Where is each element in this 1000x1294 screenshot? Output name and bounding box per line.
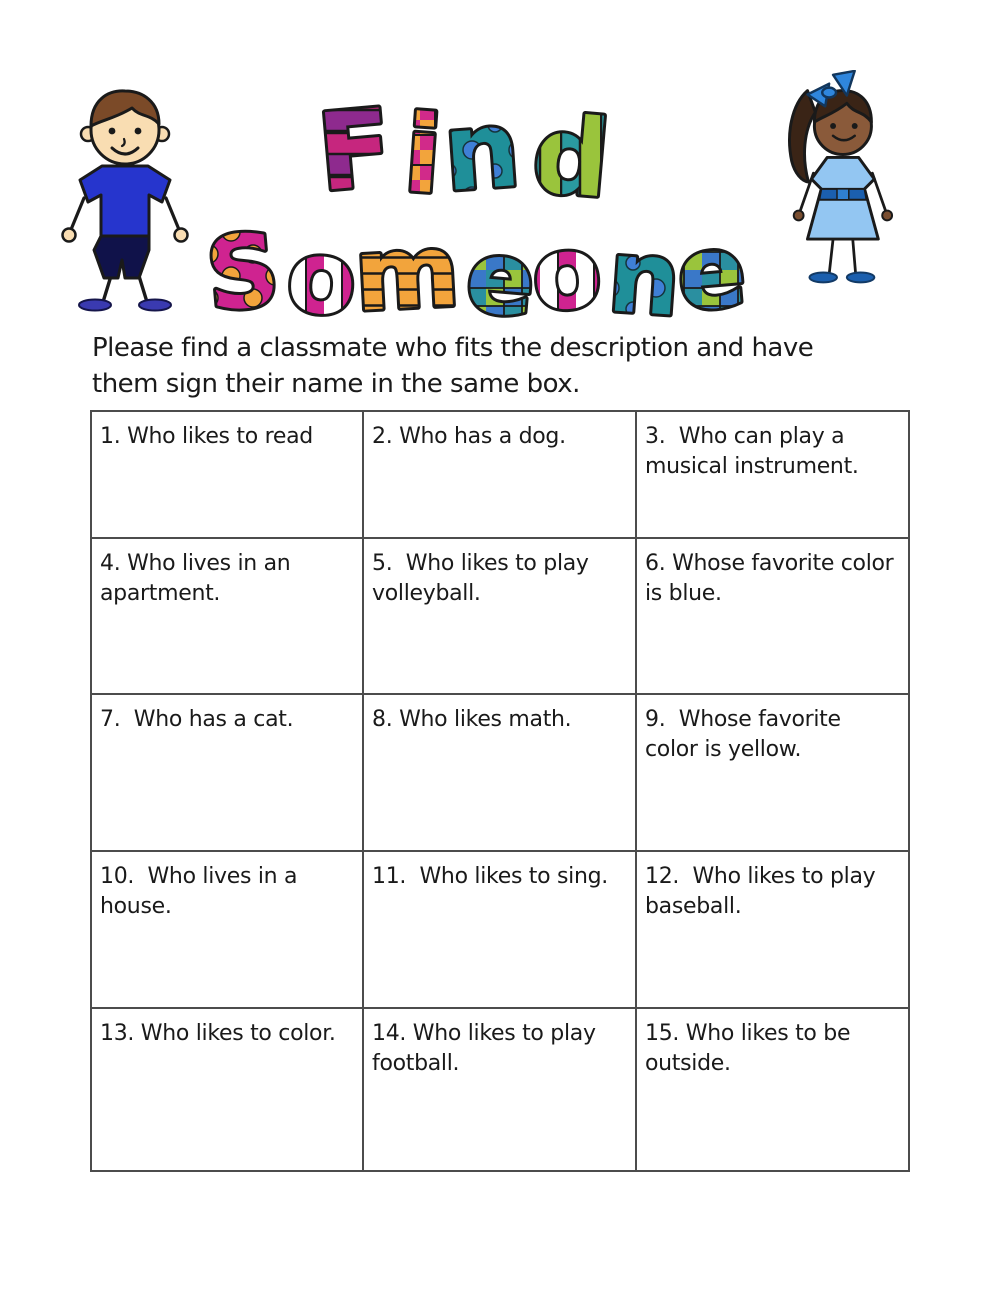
grid-cell[interactable] [636,1008,909,1171]
cell-prompt: 7. Who has a cat. [100,707,294,732]
letter-m: m [351,211,466,324]
letter-o: o [283,217,364,324]
cell-prompt: 6. Whose favorite color is blue. [645,551,901,606]
letter-e: e [461,217,543,324]
grid-cell[interactable] [363,538,636,694]
grid-row [91,694,909,851]
grid-row [91,538,909,694]
letter-F: F [313,85,405,215]
title-someone [202,211,753,324]
title-art [0,0,1000,324]
grid-cell[interactable] [91,851,363,1008]
grid-cell[interactable] [363,411,636,538]
cell-prompt: 10. Who lives in a house. [100,864,304,919]
grid-cell[interactable] [636,851,909,1008]
grid-row [91,411,909,538]
letter-S: S [201,210,287,324]
cell-prompt: 14. Who likes to play football. [372,1021,603,1076]
letter-d: d [528,92,623,223]
grid-cell[interactable] [636,694,909,851]
cell-prompt: 12. Who likes to play baseball. [645,864,883,919]
instructions [92,330,940,402]
grid-cell[interactable] [363,1008,636,1171]
grid-cell[interactable] [363,851,636,1008]
title-find [313,85,622,222]
header [0,0,1000,324]
grid-cell[interactable] [636,411,909,538]
grid-cell[interactable] [91,411,363,538]
cell-prompt: 11. Who likes to sing. [372,864,608,889]
cell-prompt: 4. Who lives in an apartment. [100,551,298,606]
grid-cell[interactable] [91,1008,363,1171]
grid-row [91,1008,909,1171]
cell-prompt: 2. Who has a dog. [372,424,566,449]
cell-prompt: 1. Who likes to read [100,424,313,449]
grid-cell[interactable] [91,694,363,851]
cell-prompt: 3. Who can play a musical instrument. [645,424,859,479]
letter-i: i [400,92,454,219]
letter-n: n [604,217,687,324]
cell-prompt: 5. Who likes to play volleyball. [372,551,596,606]
grid-row [91,851,909,1008]
sign-grid [90,410,910,1172]
cell-prompt: 8. Who likes math. [372,707,572,732]
cell-prompt: 9. Whose favorite color is yellow. [645,707,848,762]
letter-e: e [672,211,754,324]
instructions-line2: them sign their name in the same box. [92,369,580,399]
cell-prompt: 15. Who likes to be outside. [645,1021,857,1076]
grid-cell[interactable] [91,538,363,694]
instructions-line1: Please find a classmate who fits the description and have [92,333,814,363]
cell-prompt: 13. Who likes to color. [100,1021,336,1046]
grid-cell[interactable] [636,538,909,694]
grid-cell[interactable] [363,694,636,851]
letter-n: n [439,86,532,215]
letter-o: o [528,212,608,324]
